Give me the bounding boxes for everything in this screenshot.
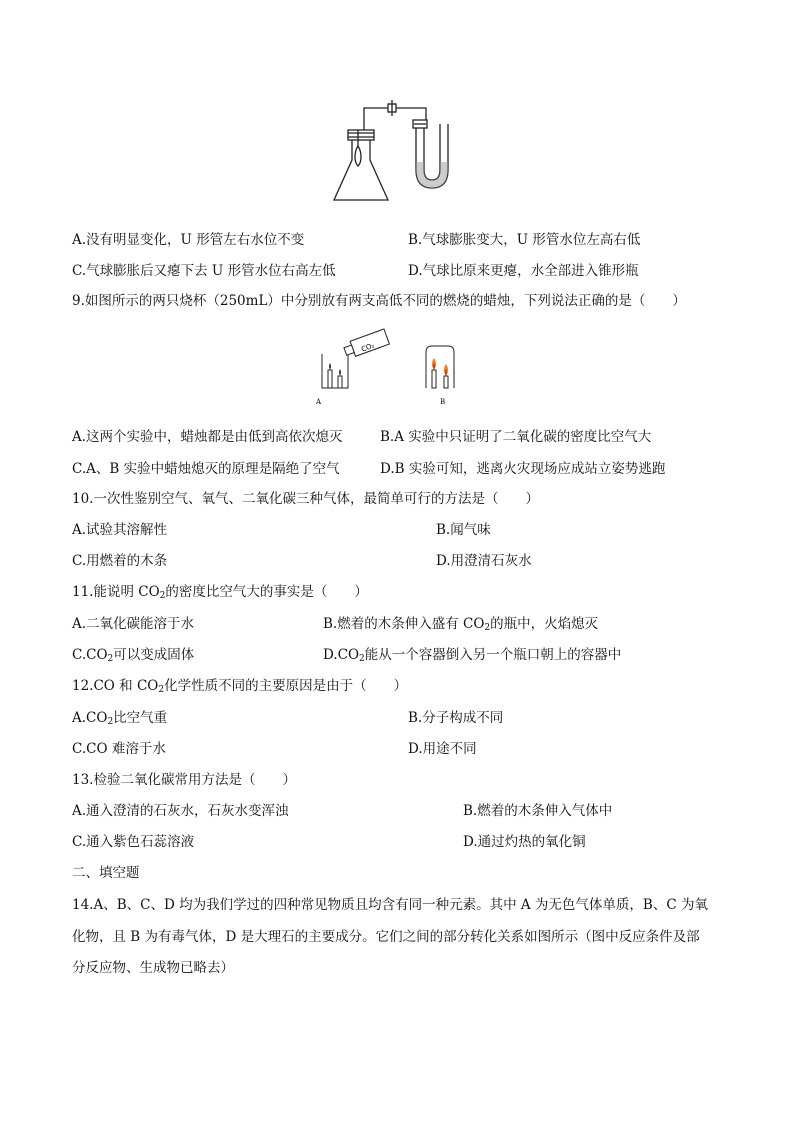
q11-option-c: $C.CO_2$可以变成固体 bbox=[72, 647, 195, 664]
q9-option-b: B.A 实验中只证明了二氧化碳的密度比空气大 bbox=[380, 429, 652, 445]
q13-option-c: C.通入紫色石蕊溶液 bbox=[72, 834, 195, 850]
q13-option-a: A.通入澄清的石灰水，石灰水变浑浊 bbox=[72, 803, 289, 819]
candle-beakers-figure bbox=[316, 326, 466, 411]
q13-stem: 13.检验二氧化碳常用方法是（ ） bbox=[72, 772, 296, 788]
q9-option-a: A.这两个实验中，蜡烛都是由低到高依次熄灭 bbox=[72, 429, 343, 445]
flask-utube-figure bbox=[330, 100, 470, 205]
q12-option-a: $A.CO_2$比空气重 bbox=[72, 710, 168, 727]
q10-option-b: B.闻气味 bbox=[436, 522, 491, 538]
q8-option-d: D.气球比原来更瘪，水全部进入锥形瓶 bbox=[408, 263, 639, 279]
q11-stem: 11.能说明 $CO_2$的密度比空气大的事实是（ ） bbox=[72, 584, 368, 601]
section-title: 二、填空题 bbox=[72, 865, 140, 881]
q10-option-a: A.试验其溶解性 bbox=[72, 522, 168, 538]
q9-stem: 9.如图所示的两只烧杯（250mL）中分别放有两支高低不同的燃烧的蜡烛，下列说法正确的是（ ） bbox=[72, 293, 686, 309]
q10-option-d: D.用澄清石灰水 bbox=[436, 553, 532, 569]
q14-line-1: 14.A、B、C、D 均为我们学过的四种常见物质且均含有同一种元素。其中 A 为无色气体单质，B、C 为氧 bbox=[72, 897, 708, 913]
q10-stem: 10.一次性鉴别空气、氧气、二氧化碳三种气体，最简单可行的方法是（ ） bbox=[72, 491, 539, 507]
q11-option-a: A.二氧化碳能溶于水 bbox=[72, 616, 195, 632]
q8-option-b: B.气球膨胀变大，U 形管水位左高右低 bbox=[408, 232, 641, 248]
figure-label-a: A bbox=[316, 398, 322, 406]
q12-option-c: C.CO 难溶于水 bbox=[72, 741, 166, 757]
q11-option-d: $D.CO_2$能从一个容器倒入另一个瓶口朝上的容器中 bbox=[323, 647, 622, 664]
q13-option-d: D.通过灼热的氧化铜 bbox=[463, 834, 586, 850]
q14-line-3: 分反应物、生成物已略去） bbox=[72, 960, 234, 976]
figure-label-b: B bbox=[440, 398, 446, 406]
q10-option-c: C.用燃着的木条 bbox=[72, 553, 168, 569]
co2-bottle-label: CO₂ bbox=[360, 341, 376, 354]
q12-stem: 12.CO 和 $CO_2$化学性质不同的主要原因是由于（ ） bbox=[72, 678, 408, 695]
q12-option-b: B.分子构成不同 bbox=[408, 710, 504, 726]
q11-option-b: B.燃着的木条伸入盛有 $CO_2$的瓶中，火焰熄灭 bbox=[323, 616, 599, 633]
q8-option-a: A.没有明显变化，U 形管左右水位不变 bbox=[72, 232, 305, 248]
q9-option-c: C.A、B 实验中蜡烛熄灭的原理是隔绝了空气 bbox=[72, 461, 340, 477]
q13-option-b: B.燃着的木条伸入气体中 bbox=[463, 803, 613, 819]
q12-option-d: D.用途不同 bbox=[408, 741, 477, 757]
q14-line-2: 化物，且 B 为有毒气体，D 是大理石的主要成分。它们之间的部分转化关系如图所示（图中反应条件及部 bbox=[72, 929, 700, 945]
q8-option-c: C.气球膨胀后又瘪下去 U 形管水位右高左低 bbox=[72, 263, 336, 279]
q9-option-d: D.B 实验可知，逃离火灾现场应成站立姿势逃跑 bbox=[380, 461, 666, 477]
